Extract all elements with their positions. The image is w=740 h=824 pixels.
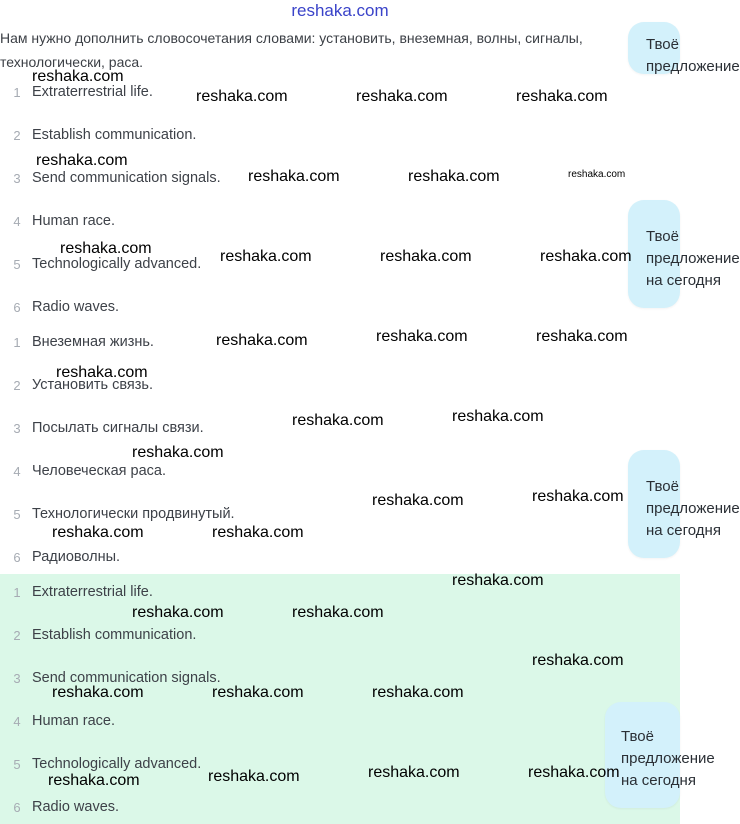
list-item <box>0 459 166 483</box>
item-number: 2 <box>13 127 21 143</box>
item-text: Human race. <box>32 713 116 729</box>
watermark: reshaka.com <box>220 248 312 265</box>
watermark: reshaka.com <box>208 768 300 785</box>
item-number: 5 <box>13 256 21 272</box>
item-text: Radio waves. <box>32 799 120 815</box>
item-text: Establish communication. <box>32 627 197 643</box>
watermark: reshaka.com <box>516 88 608 105</box>
item-number: 5 <box>13 506 21 522</box>
list-item <box>0 123 196 147</box>
item-text: Establish communication. <box>32 127 197 143</box>
item-text: Внеземная жизнь. <box>32 334 154 350</box>
list-item <box>0 330 154 354</box>
item-number: 3 <box>13 670 21 686</box>
item-number: 2 <box>13 627 21 643</box>
watermark: reshaka.com <box>292 604 384 621</box>
watermark: reshaka.com <box>32 68 124 85</box>
item-text: Посылать сигналы связи. <box>32 420 204 436</box>
watermark: reshaka.com <box>540 248 632 265</box>
item-text: Технологически продвинутый. <box>32 506 235 522</box>
item-text: Technologically advanced. <box>32 256 202 272</box>
item-text: Technologically advanced. <box>32 756 202 772</box>
watermark: reshaka.com <box>248 168 340 185</box>
suggestion-bubble[interactable]: Твоё предложение <box>628 22 680 74</box>
list-item <box>0 416 204 440</box>
watermark: reshaka.com <box>372 684 464 701</box>
list-item <box>0 295 119 319</box>
english-list <box>0 80 680 320</box>
item-number: 1 <box>13 584 21 600</box>
watermark: reshaka.com <box>212 524 304 541</box>
item-number: 3 <box>13 170 21 186</box>
watermark: reshaka.com <box>452 572 544 589</box>
list-item <box>0 709 115 733</box>
suggestion-bubble[interactable]: Твоё предложение на сегодня <box>628 200 680 308</box>
watermark: reshaka.com <box>532 488 624 505</box>
list-item <box>0 795 119 819</box>
watermark: reshaka.com <box>196 88 288 105</box>
watermark: reshaka.com <box>292 412 384 429</box>
item-text: Установить связь. <box>32 377 154 393</box>
watermark: reshaka.com <box>356 88 448 105</box>
list-item <box>0 502 235 526</box>
item-text: Human race. <box>32 213 116 229</box>
suggestion-bubble[interactable]: Твоё предложение на сегодня <box>605 702 680 808</box>
suggestion-bubble[interactable]: Твоё предложение на сегодня <box>628 450 680 558</box>
item-text: Radio waves. <box>32 299 120 315</box>
item-number: 5 <box>13 756 21 772</box>
watermark: reshaka.com <box>216 332 308 349</box>
watermark: reshaka.com <box>408 168 500 185</box>
list-item <box>0 623 196 647</box>
watermark: reshaka.com <box>528 764 620 781</box>
item-text: Send communication signals. <box>32 170 221 186</box>
item-number: 6 <box>13 799 21 815</box>
watermark: reshaka.com <box>36 152 128 169</box>
watermark: reshaka.com <box>376 328 468 345</box>
watermark: reshaka.com <box>380 248 472 265</box>
item-number: 4 <box>13 463 21 479</box>
watermark: reshaka.com <box>132 604 224 621</box>
list-item <box>0 545 120 569</box>
watermark: reshaka.com <box>372 492 464 509</box>
watermark: reshaka.com <box>536 328 628 345</box>
item-number: 2 <box>13 377 21 393</box>
watermark: reshaka.com <box>56 364 148 381</box>
item-number: 1 <box>13 84 21 100</box>
watermark: reshaka.com <box>368 764 460 781</box>
watermark: reshaka.com <box>452 408 544 425</box>
watermark: reshaka.com <box>132 444 224 461</box>
site-title[interactable]: reshaka.com <box>291 1 389 20</box>
item-text: Extraterrestrial life. <box>32 584 153 600</box>
item-number: 3 <box>13 420 21 436</box>
item-text: Send communication signals. <box>32 670 221 686</box>
task-intro: Нам нужно дополнить словосочетания словами: установить, внеземная, волны, сигналы, технологически, раса. <box>0 30 583 70</box>
list-item <box>0 209 115 233</box>
item-text: Extraterrestrial life. <box>32 84 153 100</box>
item-number: 6 <box>13 549 21 565</box>
item-number: 4 <box>13 713 21 729</box>
item-number: 6 <box>13 299 21 315</box>
item-text: Радиоволны. <box>32 549 121 565</box>
watermark: reshaka.com <box>532 652 624 669</box>
watermark: reshaka.com <box>60 240 152 257</box>
watermark: reshaka.com <box>212 684 304 701</box>
item-text: Человеческая раса. <box>32 463 167 479</box>
watermark: reshaka.com <box>568 169 626 180</box>
item-number: 4 <box>13 213 21 229</box>
watermark: reshaka.com <box>52 684 144 701</box>
watermark: reshaka.com <box>52 524 144 541</box>
watermark: reshaka.com <box>48 772 140 789</box>
item-number: 1 <box>13 334 21 350</box>
list-item <box>0 580 153 604</box>
